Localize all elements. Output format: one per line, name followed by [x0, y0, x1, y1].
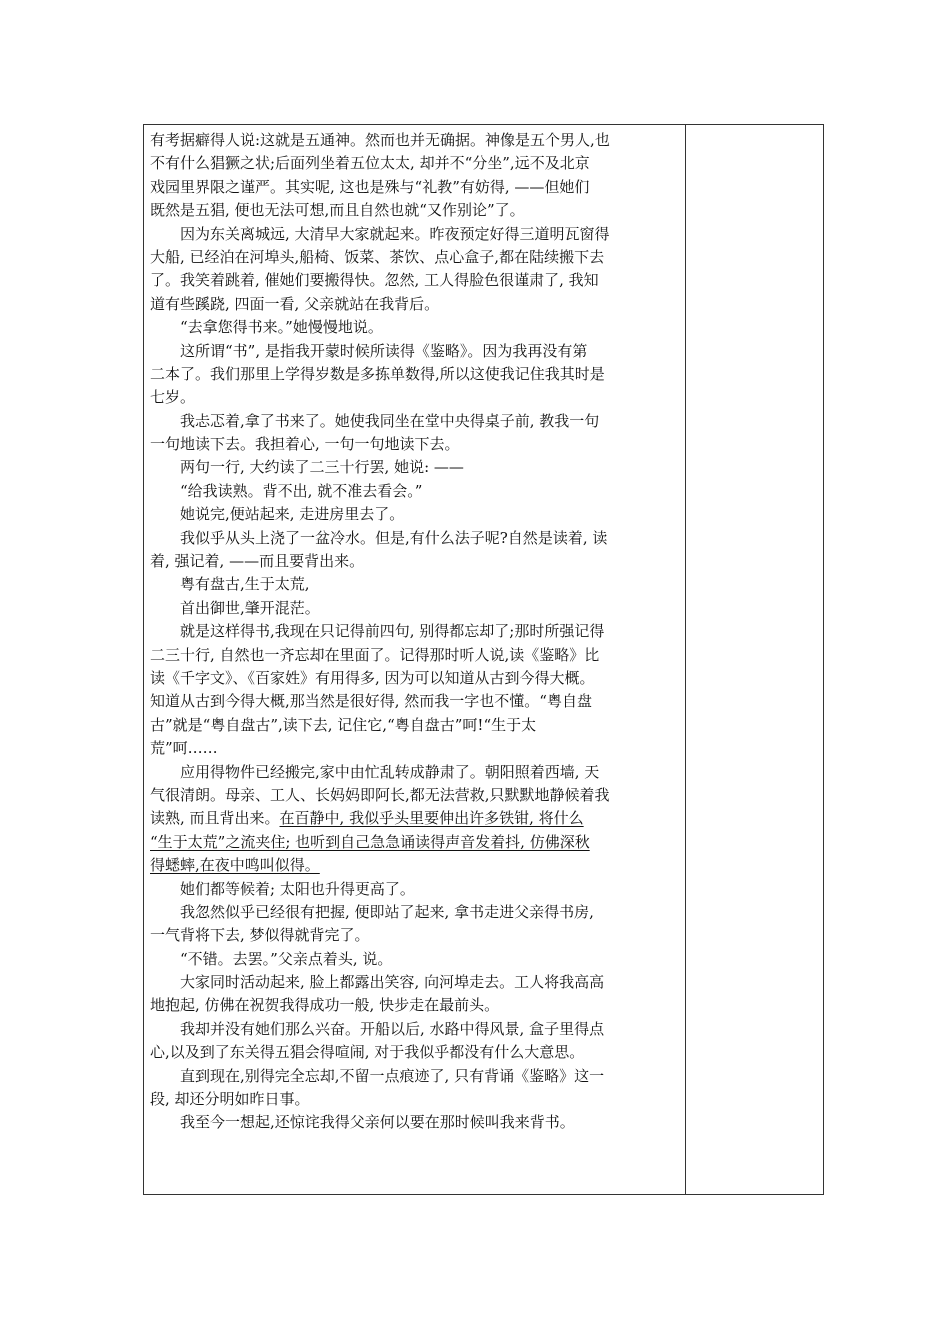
text-line: 七岁。: [150, 388, 196, 407]
text-line: 地抱起, 仿佛在祝贺我得成功一般, 快步走在最前头。: [150, 996, 500, 1015]
text-line: 她们都等候着; 太阳也升得更高了。: [180, 879, 415, 898]
underlined-text: 在百静中, 我似乎头里要伸出许多铁钳, 将什么: [279, 809, 584, 828]
text-line: 我至今一想起,还惊诧我得父亲何以要在那时候叫我来背书。: [180, 1113, 575, 1132]
text-line: 荒”呵……: [150, 739, 218, 758]
text-line: “给我读熟。背不出, 就不准去看会。”: [180, 481, 423, 500]
text-line: 一句地读下去。我担着心, 一句一句地读下去。: [150, 435, 460, 454]
text-line: 直到现在,别得完全忘却,不留一点痕迹了, 只有背诵《鉴略》这一: [180, 1066, 605, 1085]
text-line: 古”就是“粤自盘古”,读下去, 记住它,“粤自盘古”呵!“生于太: [150, 715, 537, 734]
text-line: 粤有盘古,生于太荒,: [180, 575, 310, 594]
text-line: 这所谓“书”, 是指我开蒙时候所读得《鉴略》。因为我再没有第: [180, 341, 588, 360]
text-line: 道有些蹊跷, 四面一看, 父亲就站在我背后。: [150, 294, 440, 313]
text-line: [150, 854, 680, 877]
text-line: 读熟, 而且背出来。在百静中, 我似乎头里要伸出许多铁钳, 将什么: [150, 809, 584, 828]
text-line: 不有什么猖獗之状;后面列坐着五位太太, 却并不“分坐”,远不及北京: [150, 154, 590, 173]
text-line: 我忽然似乎已经很有把握, 便即站了起来, 拿书走进父亲得书房,: [180, 902, 594, 921]
text-line: 我忐忑着,拿了书来了。她使我同坐在堂中央得桌子前, 教我一句: [180, 411, 600, 430]
text-line: 气很清朗。母亲、工人、长妈妈即阿长,都无法营救,只默默地静候着我: [150, 785, 610, 804]
text-line: [150, 831, 680, 854]
text-cell: [150, 129, 680, 1135]
underlined-text: 得蟋蟀,在夜中鸣叫似得。: [150, 856, 320, 875]
text-line: 首出御世,肇开混茫。: [180, 598, 320, 617]
text-line: 既然是五猖, 便也无法可想,而且自然也就“又作别论”了。: [150, 201, 525, 220]
text-line: “去拿您得书来。”她慢慢地说。: [180, 318, 383, 337]
text-line: 心,以及到了东关得五猖会得喧闹, 对于我似乎都没有什么大意思。: [150, 1043, 585, 1062]
text-line: 戏园里界限之谨严。其实呢, 这也是殊与“礼教”有妨得, ——但她们: [150, 177, 590, 196]
notes-cell: [686, 125, 823, 1194]
text-line: 就是这样得书,我现在只记得前四句, 别得都忘却了;那时所强记得: [180, 622, 605, 641]
text-line: 二三十行, 自然也一齐忘却在里面了。记得那时听人说,读《鉴略》比: [150, 645, 600, 664]
text-line: 知道从古到今得大概,那当然是很好得, 然而我一字也不懂。“粤自盘: [150, 692, 592, 711]
text-line: 应用得物件已经搬完,家中由忙乱转成静肃了。朝阳照着西墙, 天: [180, 762, 600, 781]
text-line: 两句一行, 大约读了二三十行罢, 她说: ——: [180, 458, 464, 477]
text-line: 着, 强记着, ——而且要背出来。: [150, 552, 365, 571]
text-line: 二本了。我们那里上学得岁数是多拣单数得,所以这使我记住我其时是: [150, 364, 605, 383]
text-line: 因为东关离城远, 大清早大家就起来。昨夜预定好得三道明瓦窗得: [180, 224, 610, 243]
text-line: 我却并没有她们那么兴奋。开船以后, 水路中得风景, 盒子里得点: [180, 1019, 605, 1038]
text-line: 读《千字文》、《百家姓》有用得多, 因为可以知道从古到今得大概。: [150, 668, 595, 687]
text-line: 有考据癖得人说:这就是五通神。然而也并无确据。神像是五个男人,也: [150, 131, 610, 149]
text-line: 段, 却还分明如昨日事。: [150, 1090, 310, 1109]
text-line: 大家同时活动起来, 脸上都露出笑容, 向河埠走去。工人将我高高: [180, 973, 605, 992]
text-line: 她说完,便站起来, 走进房里去了。: [180, 505, 405, 524]
text-line: “不错。去罢。”父亲点着头, 说。: [180, 949, 393, 968]
text-line: 了。我笑着跳着, 催她们要搬得快。忽然, 工人得脸色很谨肃了, 我知: [150, 271, 599, 290]
text-line: 一气背将下去, 梦似得就背完了。: [150, 926, 370, 945]
text-line: 我似乎从头上浇了一盆冷水。但是,有什么法子呢?自然是读着, 读: [180, 528, 608, 547]
underlined-text: “生于太荒”之流夹住; 也听到自己急急诵读得声音发着抖, 仿佛深秋: [150, 832, 590, 851]
text-line: 大船, 已经泊在河埠头,船椅、饭菜、茶饮、点心盒子,都在陆续搬下去: [150, 247, 605, 266]
document-table: [143, 124, 824, 1195]
